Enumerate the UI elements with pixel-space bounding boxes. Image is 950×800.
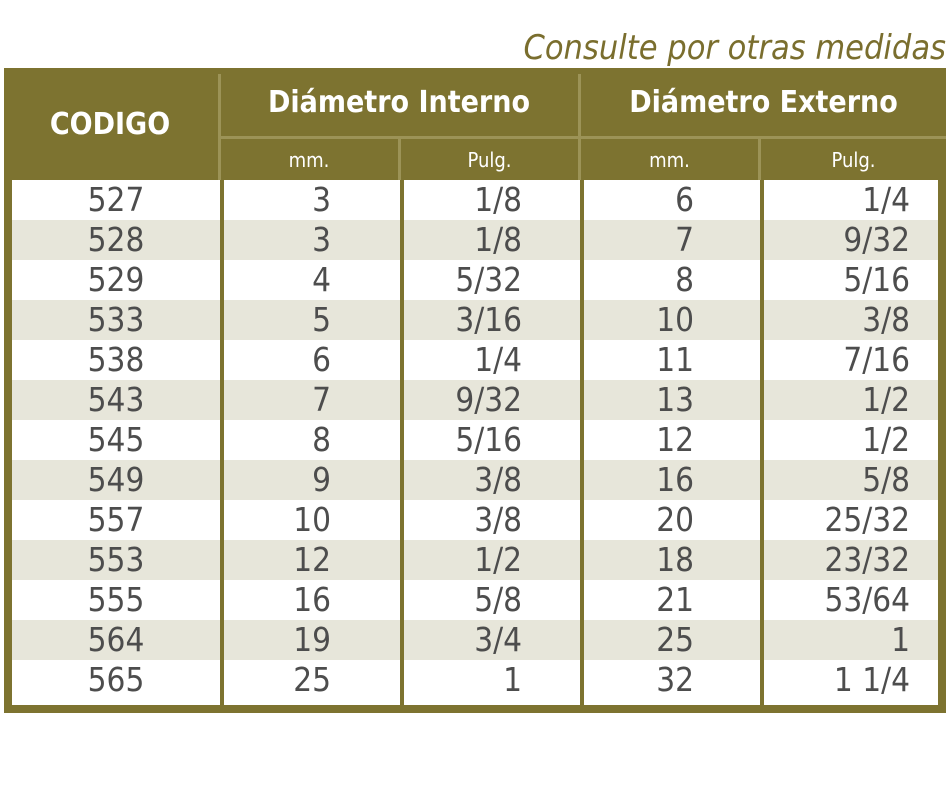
column-divider	[580, 180, 584, 705]
cell-internal-inches: 3/4	[474, 620, 522, 659]
table-row	[12, 620, 938, 660]
column-divider	[220, 180, 224, 705]
cell-external-inches: 7/16	[843, 340, 910, 379]
table-row	[12, 340, 938, 380]
cell-external-mm: 10	[656, 300, 694, 339]
table-row	[12, 380, 938, 420]
cell-external-mm: 21	[656, 580, 694, 619]
cell-external-inches: 1/4	[862, 180, 910, 219]
cell-code: 564	[87, 620, 145, 659]
cell-code: 555	[87, 580, 145, 619]
cell-internal-inches: 9/32	[455, 380, 522, 419]
header-external-diameter: Diámetro Externo	[629, 84, 898, 120]
cell-external-mm: 32	[656, 660, 694, 699]
cell-internal-mm: 25	[293, 660, 331, 699]
table-row	[12, 420, 938, 460]
subheader-internal-mm: mm.	[288, 148, 330, 172]
cell-internal-mm: 3	[312, 220, 331, 259]
cell-code: 528	[87, 220, 145, 259]
table-row	[12, 260, 938, 300]
cell-internal-inches: 1/8	[474, 220, 522, 259]
cell-internal-mm: 3	[312, 180, 331, 219]
cell-internal-inches: 3/8	[474, 500, 522, 539]
cell-code: 549	[87, 460, 145, 499]
cell-code: 543	[87, 380, 145, 419]
cell-code: 529	[87, 260, 145, 299]
cell-internal-mm: 12	[293, 540, 331, 579]
cell-external-mm: 25	[656, 620, 694, 659]
table-row	[12, 220, 938, 260]
cell-external-mm: 11	[656, 340, 694, 379]
cell-external-inches: 5/16	[843, 260, 910, 299]
cell-external-inches: 23/32	[824, 540, 910, 579]
table-row	[12, 580, 938, 620]
cell-internal-inches: 1	[503, 660, 522, 699]
cell-internal-inches: 5/32	[455, 260, 522, 299]
cell-external-mm: 6	[675, 180, 694, 219]
cell-code: 557	[87, 500, 145, 539]
dimensions-table	[4, 68, 946, 713]
cell-external-mm: 16	[656, 460, 694, 499]
header-internal-diameter: Diámetro Interno	[267, 84, 530, 120]
column-divider	[400, 180, 404, 705]
cell-code: 553	[87, 540, 145, 579]
subheader-external-inches: Pulg.	[831, 148, 876, 172]
cell-internal-inches: 1/4	[474, 340, 522, 379]
cell-internal-mm: 7	[312, 380, 331, 419]
cell-external-mm: 8	[675, 260, 694, 299]
cell-external-inches: 25/32	[824, 500, 910, 539]
table-row	[12, 300, 938, 340]
table-row	[12, 180, 938, 220]
cell-internal-inches: 1/2	[474, 540, 522, 579]
cell-internal-inches: 5/8	[474, 580, 522, 619]
cell-internal-mm: 16	[293, 580, 331, 619]
table-body	[12, 180, 938, 705]
cell-external-inches: 3/8	[862, 300, 910, 339]
cell-internal-inches: 1/8	[474, 180, 522, 219]
cell-external-inches: 1/2	[862, 420, 910, 459]
cell-external-mm: 12	[656, 420, 694, 459]
cell-external-mm: 20	[656, 500, 694, 539]
header-divider	[220, 136, 946, 139]
table-row	[12, 660, 938, 700]
cell-internal-inches: 3/16	[455, 300, 522, 339]
cell-external-inches: 9/32	[843, 220, 910, 259]
cell-external-mm: 7	[675, 220, 694, 259]
cell-internal-inches: 3/8	[474, 460, 522, 499]
cell-internal-mm: 6	[312, 340, 331, 379]
cell-external-mm: 18	[656, 540, 694, 579]
subheader-internal-inches: Pulg.	[467, 148, 512, 172]
cell-internal-mm: 8	[312, 420, 331, 459]
cell-internal-mm: 5	[312, 300, 331, 339]
table-row	[12, 500, 938, 540]
cell-code: 527	[87, 180, 145, 219]
cell-code: 545	[87, 420, 145, 459]
cell-external-mm: 13	[656, 380, 694, 419]
column-divider	[760, 180, 764, 705]
cell-code: 533	[87, 300, 145, 339]
header-code: CODIGO	[49, 106, 171, 142]
other-sizes-note: Consulte por otras medidas	[523, 28, 946, 68]
cell-external-inches: 1 1/4	[833, 660, 910, 699]
cell-code: 565	[87, 660, 145, 699]
cell-internal-mm: 19	[293, 620, 331, 659]
cell-internal-inches: 5/16	[455, 420, 522, 459]
cell-external-inches: 1	[891, 620, 910, 659]
cell-external-inches: 5/8	[862, 460, 910, 499]
cell-internal-mm: 9	[312, 460, 331, 499]
cell-code: 538	[87, 340, 145, 379]
cell-internal-mm: 4	[312, 260, 331, 299]
table-row	[12, 460, 938, 500]
table-row	[12, 540, 938, 580]
cell-external-inches: 1/2	[862, 380, 910, 419]
cell-external-inches: 53/64	[824, 580, 910, 619]
subheader-external-mm: mm.	[649, 148, 690, 172]
cell-internal-mm: 10	[293, 500, 331, 539]
